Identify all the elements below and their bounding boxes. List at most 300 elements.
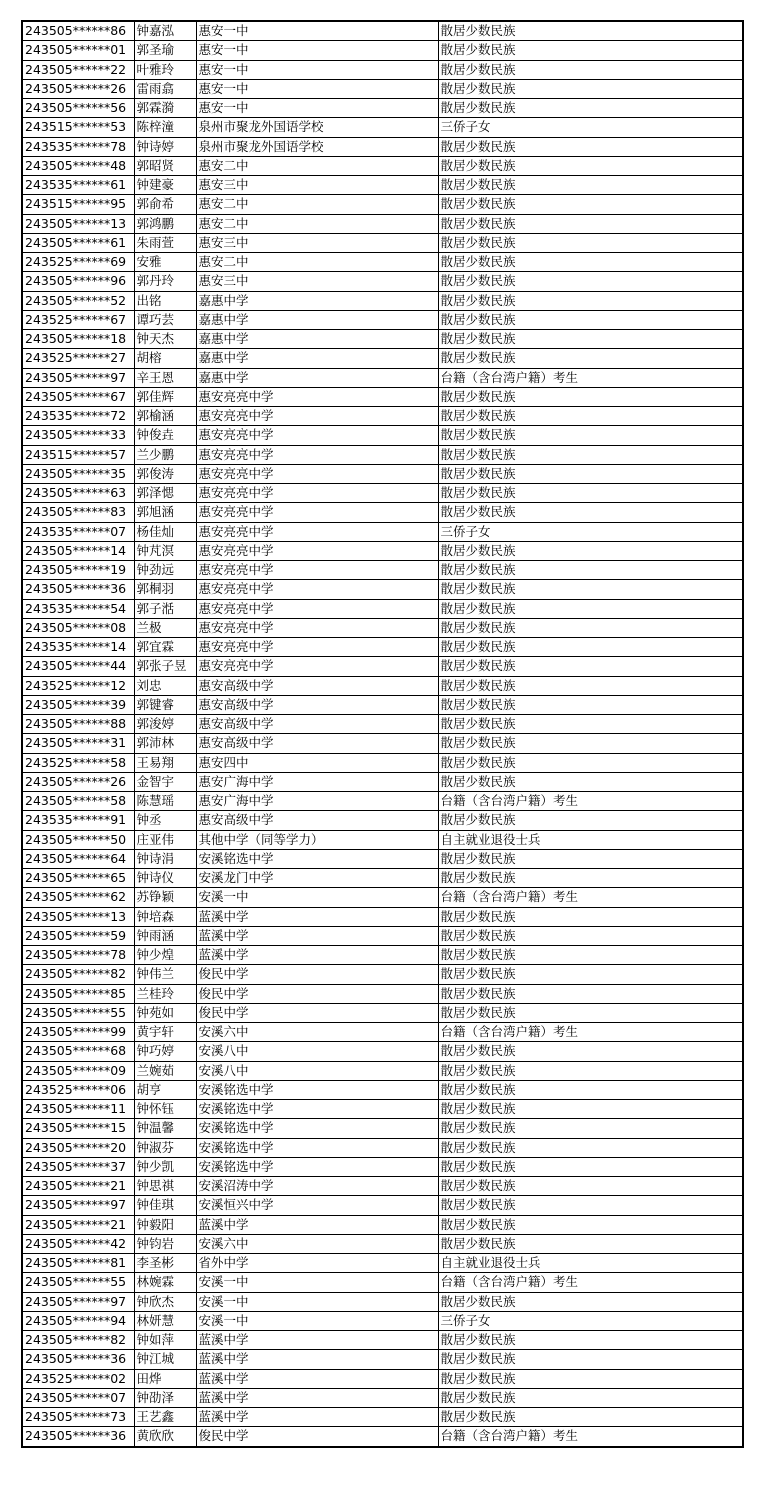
exam-id-cell: 243505******09 <box>22 1061 134 1080</box>
school-cell: 惠安高级中学 <box>196 715 438 734</box>
table-row <box>22 1331 743 1350</box>
category-cell: 三侨子女 <box>438 118 743 137</box>
school-cell: 俊民中学 <box>196 965 438 984</box>
school-cell: 蓝溪中学 <box>196 1215 438 1234</box>
exam-id-cell: 243505******11 <box>22 1100 134 1119</box>
exam-id-cell: 243505******82 <box>22 1331 134 1350</box>
school-cell: 惠安亮亮中学 <box>196 580 438 599</box>
table-row <box>22 811 743 830</box>
student-name-cell: 钟芃溟 <box>134 541 196 560</box>
category-cell: 散居少数民族 <box>438 869 743 888</box>
school-cell: 嘉惠中学 <box>196 349 438 368</box>
table-row <box>22 1427 743 1447</box>
student-name-cell: 王易翔 <box>134 753 196 772</box>
student-name-cell: 钟丞 <box>134 811 196 830</box>
school-cell: 嘉惠中学 <box>196 310 438 329</box>
exam-id-cell: 243505******96 <box>22 272 134 291</box>
exam-id-cell: 243505******62 <box>22 888 134 907</box>
category-cell: 散居少数民族 <box>438 1196 743 1215</box>
table-row <box>22 349 743 368</box>
exam-id-cell: 243535******07 <box>22 522 134 541</box>
category-cell: 散居少数民族 <box>438 811 743 830</box>
exam-id-cell: 243505******26 <box>22 79 134 98</box>
student-name-cell: 雷雨翕 <box>134 79 196 98</box>
student-name-cell: 钟建豪 <box>134 176 196 195</box>
school-cell: 安溪铭选中学 <box>196 849 438 868</box>
category-cell: 散居少数民族 <box>438 233 743 252</box>
student-name-cell: 出铭 <box>134 291 196 310</box>
category-cell: 散居少数民族 <box>438 965 743 984</box>
category-cell: 散居少数民族 <box>438 1119 743 1138</box>
school-cell: 惠安四中 <box>196 753 438 772</box>
category-cell: 散居少数民族 <box>438 1157 743 1176</box>
category-cell: 散居少数民族 <box>438 60 743 79</box>
category-cell: 散居少数民族 <box>438 1138 743 1157</box>
school-cell: 惠安亮亮中学 <box>196 657 438 676</box>
category-cell: 散居少数民族 <box>438 330 743 349</box>
school-cell: 泉州市聚龙外国语学校 <box>196 118 438 137</box>
student-name-cell: 胡榕 <box>134 349 196 368</box>
category-cell: 台籍（含台湾户籍）考生 <box>438 1273 743 1292</box>
school-cell: 惠安二中 <box>196 156 438 175</box>
school-cell: 惠安广海中学 <box>196 792 438 811</box>
exam-id-cell: 243505******35 <box>22 464 134 483</box>
exam-id-cell: 243505******08 <box>22 618 134 637</box>
school-cell: 惠安亮亮中学 <box>196 541 438 560</box>
exam-id-cell: 243505******39 <box>22 695 134 714</box>
table-row <box>22 561 743 580</box>
table-row <box>22 1042 743 1061</box>
student-name-cell: 郭浚婷 <box>134 715 196 734</box>
student-name-cell: 钟思祺 <box>134 1177 196 1196</box>
table-row <box>22 99 743 118</box>
exam-id-cell: 243505******82 <box>22 965 134 984</box>
student-name-cell: 黄欣欣 <box>134 1427 196 1447</box>
category-cell: 散居少数民族 <box>438 541 743 560</box>
table-row <box>22 272 743 291</box>
table-row <box>22 984 743 1003</box>
exam-id-cell: 243505******07 <box>22 1388 134 1407</box>
table-row <box>22 1003 743 1022</box>
candidate-table <box>21 20 744 1448</box>
school-cell: 安溪一中 <box>196 1292 438 1311</box>
student-name-cell: 郭霖漪 <box>134 99 196 118</box>
school-cell: 惠安一中 <box>196 99 438 118</box>
table-row <box>22 1196 743 1215</box>
exam-id-cell: 243505******36 <box>22 1350 134 1369</box>
table-row <box>22 176 743 195</box>
category-cell: 散居少数民族 <box>438 156 743 175</box>
category-cell: 散居少数民族 <box>438 657 743 676</box>
school-cell: 惠安亮亮中学 <box>196 618 438 637</box>
category-cell: 台籍（含台湾户籍）考生 <box>438 1427 743 1447</box>
table-row <box>22 1061 743 1080</box>
category-cell: 台籍（含台湾户籍）考生 <box>438 1023 743 1042</box>
student-name-cell: 郭圣瑜 <box>134 41 196 60</box>
category-cell: 散居少数民族 <box>438 21 743 41</box>
student-name-cell: 钟少煌 <box>134 946 196 965</box>
table-row <box>22 772 743 791</box>
category-cell: 散居少数民族 <box>438 387 743 406</box>
table-row <box>22 753 743 772</box>
category-cell: 散居少数民族 <box>438 984 743 1003</box>
student-name-cell: 钟毅阳 <box>134 1215 196 1234</box>
exam-id-cell: 243505******64 <box>22 849 134 868</box>
exam-id-cell: 243535******78 <box>22 137 134 156</box>
student-name-cell: 谭巧芸 <box>134 310 196 329</box>
table-row <box>22 926 743 945</box>
school-cell: 惠安亮亮中学 <box>196 426 438 445</box>
school-cell: 惠安亮亮中学 <box>196 407 438 426</box>
student-name-cell: 钟培森 <box>134 907 196 926</box>
exam-id-cell: 243525******02 <box>22 1369 134 1388</box>
category-cell: 散居少数民族 <box>438 1042 743 1061</box>
table-row <box>22 484 743 503</box>
exam-id-cell: 243525******67 <box>22 310 134 329</box>
student-name-cell: 钟淑芬 <box>134 1138 196 1157</box>
exam-id-cell: 243505******42 <box>22 1234 134 1253</box>
table-row <box>22 638 743 657</box>
table-row <box>22 1273 743 1292</box>
exam-id-cell: 243505******97 <box>22 368 134 387</box>
school-cell: 惠安高级中学 <box>196 734 438 753</box>
category-cell: 散居少数民族 <box>438 1177 743 1196</box>
category-cell: 散居少数民族 <box>438 849 743 868</box>
table-row <box>22 1157 743 1176</box>
table-row <box>22 291 743 310</box>
category-cell: 散居少数民族 <box>438 1408 743 1427</box>
exam-id-cell: 243505******58 <box>22 792 134 811</box>
category-cell: 散居少数民族 <box>438 291 743 310</box>
student-name-cell: 刘忠 <box>134 676 196 695</box>
category-cell: 散居少数民族 <box>438 772 743 791</box>
school-cell: 惠安亮亮中学 <box>196 561 438 580</box>
table-row <box>22 522 743 541</box>
table-row <box>22 695 743 714</box>
student-name-cell: 郭佳辉 <box>134 387 196 406</box>
school-cell: 惠安二中 <box>196 253 438 272</box>
table-row <box>22 1254 743 1273</box>
student-name-cell: 叶雅玲 <box>134 60 196 79</box>
school-cell: 安溪一中 <box>196 1311 438 1330</box>
exam-id-cell: 243505******36 <box>22 1427 134 1447</box>
school-cell: 俊民中学 <box>196 1427 438 1447</box>
student-name-cell: 李圣彬 <box>134 1254 196 1273</box>
category-cell: 散居少数民族 <box>438 1350 743 1369</box>
school-cell: 惠安亮亮中学 <box>196 464 438 483</box>
student-name-cell: 钟劭泽 <box>134 1388 196 1407</box>
exam-id-cell: 243505******13 <box>22 907 134 926</box>
school-cell: 惠安一中 <box>196 41 438 60</box>
school-cell: 惠安三中 <box>196 272 438 291</box>
exam-id-cell: 243505******14 <box>22 541 134 560</box>
student-name-cell: 郭旭涵 <box>134 503 196 522</box>
category-cell: 三侨子女 <box>438 1311 743 1330</box>
student-name-cell: 钟天杰 <box>134 330 196 349</box>
exam-id-cell: 243535******54 <box>22 599 134 618</box>
student-name-cell: 郭宜霖 <box>134 638 196 657</box>
exam-id-cell: 243525******27 <box>22 349 134 368</box>
student-name-cell: 郭俞希 <box>134 195 196 214</box>
student-name-cell: 兰桂玲 <box>134 984 196 1003</box>
table-row <box>22 156 743 175</box>
category-cell: 台籍（含台湾户籍）考生 <box>438 368 743 387</box>
student-name-cell: 钟俊垚 <box>134 426 196 445</box>
school-cell: 省外中学 <box>196 1254 438 1273</box>
student-name-cell: 郭沛林 <box>134 734 196 753</box>
exam-id-cell: 243505******68 <box>22 1042 134 1061</box>
category-cell: 散居少数民族 <box>438 715 743 734</box>
student-name-cell: 辛王恩 <box>134 368 196 387</box>
school-cell: 俊民中学 <box>196 1003 438 1022</box>
exam-id-cell: 243505******26 <box>22 772 134 791</box>
category-cell: 自主就业退役士兵 <box>438 830 743 849</box>
category-cell: 散居少数民族 <box>438 599 743 618</box>
exam-id-cell: 243505******50 <box>22 830 134 849</box>
exam-id-cell: 243505******59 <box>22 926 134 945</box>
exam-id-cell: 243535******61 <box>22 176 134 195</box>
table-row <box>22 1023 743 1042</box>
category-cell: 散居少数民族 <box>438 1234 743 1253</box>
table-row <box>22 965 743 984</box>
exam-id-cell: 243505******36 <box>22 580 134 599</box>
school-cell: 嘉惠中学 <box>196 291 438 310</box>
category-cell: 散居少数民族 <box>438 272 743 291</box>
category-cell: 散居少数民族 <box>438 753 743 772</box>
category-cell: 散居少数民族 <box>438 695 743 714</box>
table-row <box>22 869 743 888</box>
exam-id-cell: 243505******19 <box>22 561 134 580</box>
school-cell: 嘉惠中学 <box>196 368 438 387</box>
student-name-cell: 钟如萍 <box>134 1331 196 1350</box>
school-cell: 惠安亮亮中学 <box>196 638 438 657</box>
table-row <box>22 715 743 734</box>
school-cell: 惠安三中 <box>196 176 438 195</box>
student-name-cell: 兰极 <box>134 618 196 637</box>
table-row <box>22 1234 743 1253</box>
exam-id-cell: 243505******99 <box>22 1023 134 1042</box>
student-name-cell: 苏铮颖 <box>134 888 196 907</box>
student-name-cell: 钟雨涵 <box>134 926 196 945</box>
student-name-cell: 钟诗婷 <box>134 137 196 156</box>
category-cell: 散居少数民族 <box>438 676 743 695</box>
student-name-cell: 郭鸿鹏 <box>134 214 196 233</box>
category-cell: 散居少数民族 <box>438 1215 743 1234</box>
student-name-cell: 钟巧婷 <box>134 1042 196 1061</box>
school-cell: 安溪一中 <box>196 1273 438 1292</box>
school-cell: 泉州市聚龙外国语学校 <box>196 137 438 156</box>
school-cell: 蓝溪中学 <box>196 907 438 926</box>
category-cell: 散居少数民族 <box>438 137 743 156</box>
table-row <box>22 676 743 695</box>
school-cell: 安溪恒兴中学 <box>196 1196 438 1215</box>
exam-id-cell: 243505******44 <box>22 657 134 676</box>
table-row <box>22 503 743 522</box>
category-cell: 散居少数民族 <box>438 484 743 503</box>
table-row <box>22 1080 743 1099</box>
exam-id-cell: 243505******88 <box>22 715 134 734</box>
category-cell: 自主就业退役士兵 <box>438 1254 743 1273</box>
table-row <box>22 137 743 156</box>
exam-id-cell: 243505******55 <box>22 1003 134 1022</box>
school-cell: 惠安亮亮中学 <box>196 599 438 618</box>
category-cell: 散居少数民族 <box>438 253 743 272</box>
student-name-cell: 郭榆涵 <box>134 407 196 426</box>
student-name-cell: 兰少鹏 <box>134 445 196 464</box>
school-cell: 安溪一中 <box>196 888 438 907</box>
student-name-cell: 钟诗仪 <box>134 869 196 888</box>
exam-id-cell: 243505******85 <box>22 984 134 1003</box>
table-row <box>22 1215 743 1234</box>
category-cell: 散居少数民族 <box>438 503 743 522</box>
exam-id-cell: 243525******06 <box>22 1080 134 1099</box>
table-row <box>22 1119 743 1138</box>
table-row <box>22 907 743 926</box>
school-cell: 惠安亮亮中学 <box>196 522 438 541</box>
school-cell: 安溪铭选中学 <box>196 1100 438 1119</box>
table-row <box>22 1369 743 1388</box>
student-name-cell: 郭子湉 <box>134 599 196 618</box>
category-cell: 散居少数民族 <box>438 41 743 60</box>
table-row <box>22 849 743 868</box>
student-name-cell: 郭丹玲 <box>134 272 196 291</box>
table-row <box>22 387 743 406</box>
category-cell: 散居少数民族 <box>438 426 743 445</box>
school-cell: 惠安一中 <box>196 79 438 98</box>
table-row <box>22 368 743 387</box>
student-name-cell: 郭俊涛 <box>134 464 196 483</box>
table-row <box>22 1311 743 1330</box>
exam-id-cell: 243505******52 <box>22 291 134 310</box>
table-body <box>22 21 743 1447</box>
student-name-cell: 黄宇轩 <box>134 1023 196 1042</box>
category-cell: 散居少数民族 <box>438 464 743 483</box>
category-cell: 散居少数民族 <box>438 1388 743 1407</box>
school-cell: 蓝溪中学 <box>196 926 438 945</box>
exam-id-cell: 243505******15 <box>22 1119 134 1138</box>
table-row <box>22 580 743 599</box>
student-name-cell: 钟温馨 <box>134 1119 196 1138</box>
student-name-cell: 胡亨 <box>134 1080 196 1099</box>
exam-id-cell: 243505******73 <box>22 1408 134 1427</box>
table-row <box>22 946 743 965</box>
school-cell: 惠安高级中学 <box>196 676 438 695</box>
exam-id-cell: 243515******95 <box>22 195 134 214</box>
exam-id-cell: 243515******57 <box>22 445 134 464</box>
exam-id-cell: 243505******01 <box>22 41 134 60</box>
student-name-cell: 兰婉茹 <box>134 1061 196 1080</box>
exam-id-cell: 243525******58 <box>22 753 134 772</box>
table-row <box>22 407 743 426</box>
table-row <box>22 792 743 811</box>
exam-id-cell: 243505******13 <box>22 214 134 233</box>
category-cell: 散居少数民族 <box>438 1003 743 1022</box>
category-cell: 散居少数民族 <box>438 1100 743 1119</box>
school-cell: 安溪沼涛中学 <box>196 1177 438 1196</box>
school-cell: 惠安亮亮中学 <box>196 484 438 503</box>
school-cell: 惠安一中 <box>196 21 438 41</box>
exam-id-cell: 243505******67 <box>22 387 134 406</box>
school-cell: 惠安一中 <box>196 60 438 79</box>
table-row <box>22 1177 743 1196</box>
student-name-cell: 钟诗涓 <box>134 849 196 868</box>
table-row <box>22 1350 743 1369</box>
table-row <box>22 118 743 137</box>
exam-id-cell: 243505******21 <box>22 1177 134 1196</box>
table-row <box>22 310 743 329</box>
category-cell: 散居少数民族 <box>438 1369 743 1388</box>
exam-id-cell: 243505******86 <box>22 21 134 41</box>
student-name-cell: 钟伟兰 <box>134 965 196 984</box>
table-row <box>22 657 743 676</box>
school-cell: 安溪六中 <box>196 1023 438 1042</box>
table-row <box>22 1138 743 1157</box>
category-cell: 散居少数民族 <box>438 195 743 214</box>
category-cell: 散居少数民族 <box>438 79 743 98</box>
student-name-cell: 钟嘉泓 <box>134 21 196 41</box>
exam-id-cell: 243505******83 <box>22 503 134 522</box>
student-name-cell: 金智宇 <box>134 772 196 791</box>
category-cell: 散居少数民族 <box>438 1331 743 1350</box>
student-name-cell: 安雅 <box>134 253 196 272</box>
school-cell: 惠安二中 <box>196 214 438 233</box>
category-cell: 散居少数民族 <box>438 734 743 753</box>
category-cell: 散居少数民族 <box>438 580 743 599</box>
student-name-cell: 陈梓潼 <box>134 118 196 137</box>
exam-id-cell: 243525******69 <box>22 253 134 272</box>
student-name-cell: 钟少凯 <box>134 1157 196 1176</box>
table-row <box>22 888 743 907</box>
category-cell: 散居少数民族 <box>438 214 743 233</box>
category-cell: 台籍（含台湾户籍）考生 <box>438 888 743 907</box>
student-name-cell: 钟江城 <box>134 1350 196 1369</box>
exam-id-cell: 243505******31 <box>22 734 134 753</box>
school-cell: 惠安高级中学 <box>196 695 438 714</box>
table-row <box>22 1292 743 1311</box>
category-cell: 散居少数民族 <box>438 1061 743 1080</box>
student-name-cell: 钟佳琪 <box>134 1196 196 1215</box>
category-cell: 散居少数民族 <box>438 907 743 926</box>
category-cell: 散居少数民族 <box>438 445 743 464</box>
category-cell: 散居少数民族 <box>438 926 743 945</box>
table-row <box>22 233 743 252</box>
table-row <box>22 214 743 233</box>
exam-id-cell: 243505******56 <box>22 99 134 118</box>
school-cell: 惠安亮亮中学 <box>196 387 438 406</box>
exam-id-cell: 243535******14 <box>22 638 134 657</box>
table-row <box>22 330 743 349</box>
category-cell: 散居少数民族 <box>438 946 743 965</box>
table-row <box>22 1408 743 1427</box>
table-row <box>22 1100 743 1119</box>
school-cell: 惠安亮亮中学 <box>196 503 438 522</box>
school-cell: 惠安二中 <box>196 195 438 214</box>
school-cell: 安溪铭选中学 <box>196 1138 438 1157</box>
student-name-cell: 郭张子昱 <box>134 657 196 676</box>
school-cell: 蓝溪中学 <box>196 1350 438 1369</box>
school-cell: 蓝溪中学 <box>196 946 438 965</box>
student-name-cell: 郭泽愢 <box>134 484 196 503</box>
school-cell: 蓝溪中学 <box>196 1408 438 1427</box>
school-cell: 安溪六中 <box>196 1234 438 1253</box>
school-cell: 安溪八中 <box>196 1042 438 1061</box>
student-name-cell: 钟钧岩 <box>134 1234 196 1253</box>
student-name-cell: 王艺鑫 <box>134 1408 196 1427</box>
school-cell: 安溪铭选中学 <box>196 1157 438 1176</box>
school-cell: 惠安三中 <box>196 233 438 252</box>
exam-id-cell: 243505******22 <box>22 60 134 79</box>
school-cell: 安溪铭选中学 <box>196 1119 438 1138</box>
